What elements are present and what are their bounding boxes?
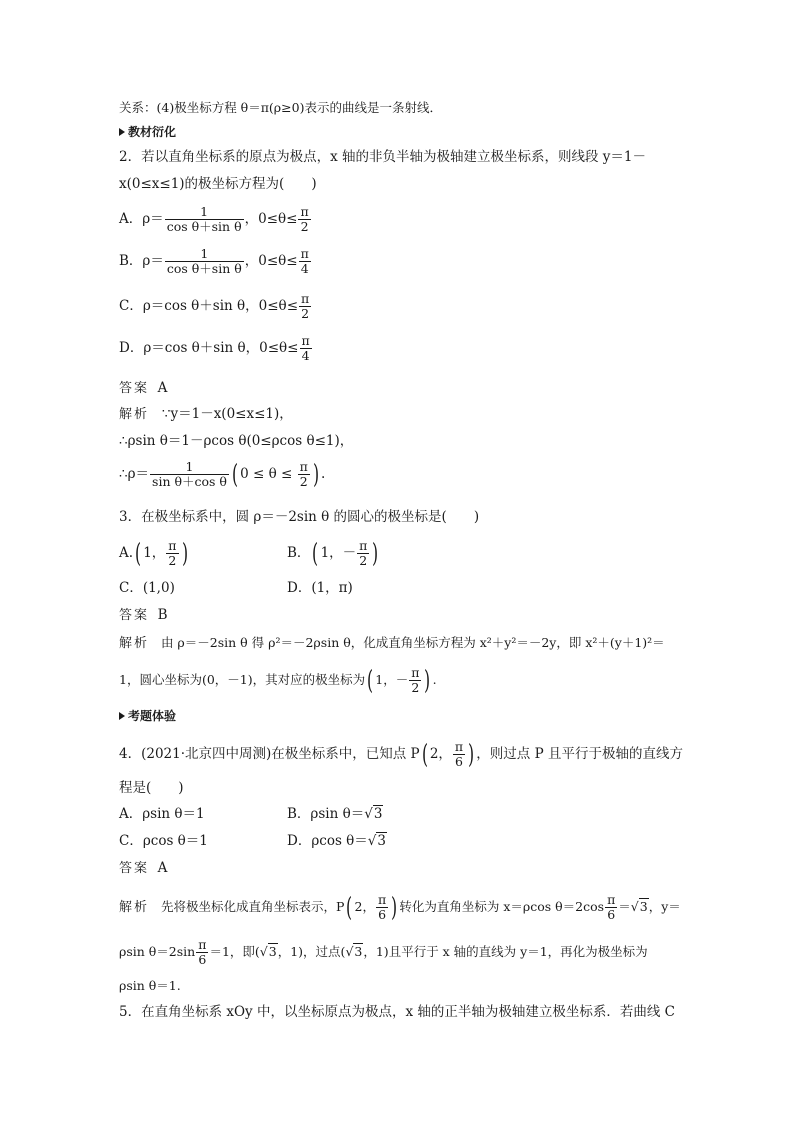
- sqrt: √3: [367, 833, 386, 849]
- sqrt: √3: [364, 806, 383, 822]
- section-heading-exam: [119, 708, 176, 724]
- q2-stem-line1: 2．若以直角坐标系的原点为极点，x 轴的非负半轴为极轴建立极坐标系，则线段 y＝1－: [119, 149, 646, 165]
- fraction: $\frac{1}{\text{cos θ＋sin θ}}$: [166, 204, 242, 234]
- q3-option-c: C．(1,0): [119, 580, 175, 596]
- q4-solution-3: ρsin θ＝1.: [119, 978, 181, 993]
- fraction: $\frac{\pi}{2}$: [299, 459, 308, 489]
- q2-option-a: A．ρ＝ $\frac{1}{\text{cos θ＋sin θ}}$ ，0≤θ≤ $\frac{\pi}{2}$: [119, 204, 309, 234]
- section-heading-textbook: [119, 124, 176, 140]
- fraction: $\frac{\pi}{4}$: [301, 333, 310, 363]
- q3-option-a: A.( 1， $\frac{\pi}{2}$ ): [119, 538, 188, 569]
- fraction: $\frac{\pi}{6}$: [454, 739, 464, 769]
- q2-answer: 答案 A: [119, 380, 168, 396]
- q2-option-c: C．ρ＝cos θ＋sin θ，0≤θ≤ $\frac{\pi}{2}$: [119, 291, 310, 321]
- sqrt: √3: [345, 944, 363, 959]
- fraction: $\frac{1}{\text{cos θ＋sin θ}}$: [166, 246, 242, 276]
- q3-solution-2: 1，圆心坐标为(0，－1)，其对应的极坐标为( 1，－ $\frac{\pi}{2}$ ) .: [119, 665, 437, 696]
- section-heading-text: 教材衍化: [128, 125, 177, 139]
- q4-stem-line1: 4．(2021·北京四中周测)在极坐标系中，已知点 P( 2， $\frac{\pi}{6}$ ) ，则过点 P 且平行于极轴的直线方: [119, 739, 683, 770]
- fraction: $\frac{\pi}{2}$: [301, 291, 310, 321]
- fraction: $\frac{1}{\text{sin θ＋cos θ}}$: [152, 459, 227, 489]
- q3-answer: 答案 B: [119, 607, 168, 623]
- q4-option-d: D．ρcos θ＝√3: [287, 833, 386, 849]
- q4-solution-1: 解析 先将极坐标化成直角坐标表示，P( 2， $\frac{\pi}{6}$ ) 转化为直角坐标为 x＝ρcos θ＝2cos $\frac{\pi}{6}$ ＝√3，y＝: [119, 892, 681, 923]
- sqrt: √3: [259, 944, 277, 959]
- fraction: $\frac{\pi}{2}$: [168, 538, 177, 568]
- fraction: $\frac{\pi}{2}$: [300, 204, 309, 234]
- q4-option-a: A．ρsin θ＝1: [119, 806, 205, 822]
- q4-solution-2: ρsin θ＝2sin $\frac{\pi}{6}$ ＝1，即(√3，1)，过点(√3，1)且平行于 x 轴的直线为 y＝1，再化为极坐标为: [119, 937, 648, 967]
- q2-option-d: D．ρ＝cos θ＋sin θ，0≤θ≤ $\frac{\pi}{4}$: [119, 333, 310, 363]
- q3-option-d: D．(1，π): [287, 580, 353, 596]
- q2-solution-2: ∴ρsin θ＝1－ρcos θ(0≤ρcos θ≤1)，: [119, 433, 354, 449]
- q3-solution-1: 解析 由 ρ＝－2sin θ 得 ρ²＝－2ρsin θ，化成直角坐标方程为 x²＋y²＝－2y，即 x²＋(y＋1)²＝: [119, 635, 665, 651]
- q2-stem-line2: x(0≤x≤1)的极坐标方程为( ): [119, 176, 317, 192]
- q4-option-b: B．ρsin θ＝√3: [287, 806, 383, 822]
- q5-stem-line1: 5．在直角坐标系 xOy 中，以坐标原点为极点，x 轴的正半轴为极轴建立极坐标系．若曲线 C: [119, 1004, 676, 1020]
- q2-solution-3: ∴ρ＝ $\frac{1}{\text{sin θ＋cos θ}}$ ( 0 ≤ θ ≤ $\frac{\pi}{2}$ ) .: [119, 459, 326, 490]
- fraction: $\frac{\pi}{6}$: [607, 892, 616, 922]
- fraction: $\frac{\pi}{4}$: [300, 246, 309, 276]
- relation-note: 关系：(4)极坐标方程 θ＝π(ρ≥0)表示的曲线是一条射线．: [119, 100, 442, 115]
- q2-solution-1: 解析 ∵y＝1－x(0≤x≤1)，: [119, 406, 293, 422]
- sqrt: √3: [630, 899, 648, 914]
- q3-stem: 3．在极坐标系中，圆 ρ＝－2sin θ 的圆心的极坐标是( ): [119, 509, 480, 525]
- q4-answer: 答案 A: [119, 860, 168, 876]
- q2-option-b: B．ρ＝ $\frac{1}{\text{cos θ＋sin θ}}$ ，0≤θ≤ $\frac{\pi}{4}$: [119, 246, 309, 276]
- triangle-bullet-icon: [119, 712, 125, 720]
- fraction: $\frac{\pi}{2}$: [359, 538, 368, 568]
- fraction: $\frac{\pi}{6}$: [198, 937, 207, 967]
- fraction: $\frac{\pi}{6}$: [377, 892, 387, 922]
- q4-stem-line2: 程是( ): [119, 780, 184, 796]
- fraction: $\frac{\pi}{2}$: [411, 665, 420, 695]
- q3-option-b: B．( 1，－ $\frac{\pi}{2}$ ): [287, 538, 379, 569]
- section-heading-text: 考题体验: [128, 709, 177, 723]
- q4-option-c: C．ρcos θ＝1: [119, 833, 208, 849]
- triangle-bullet-icon: [119, 128, 125, 136]
